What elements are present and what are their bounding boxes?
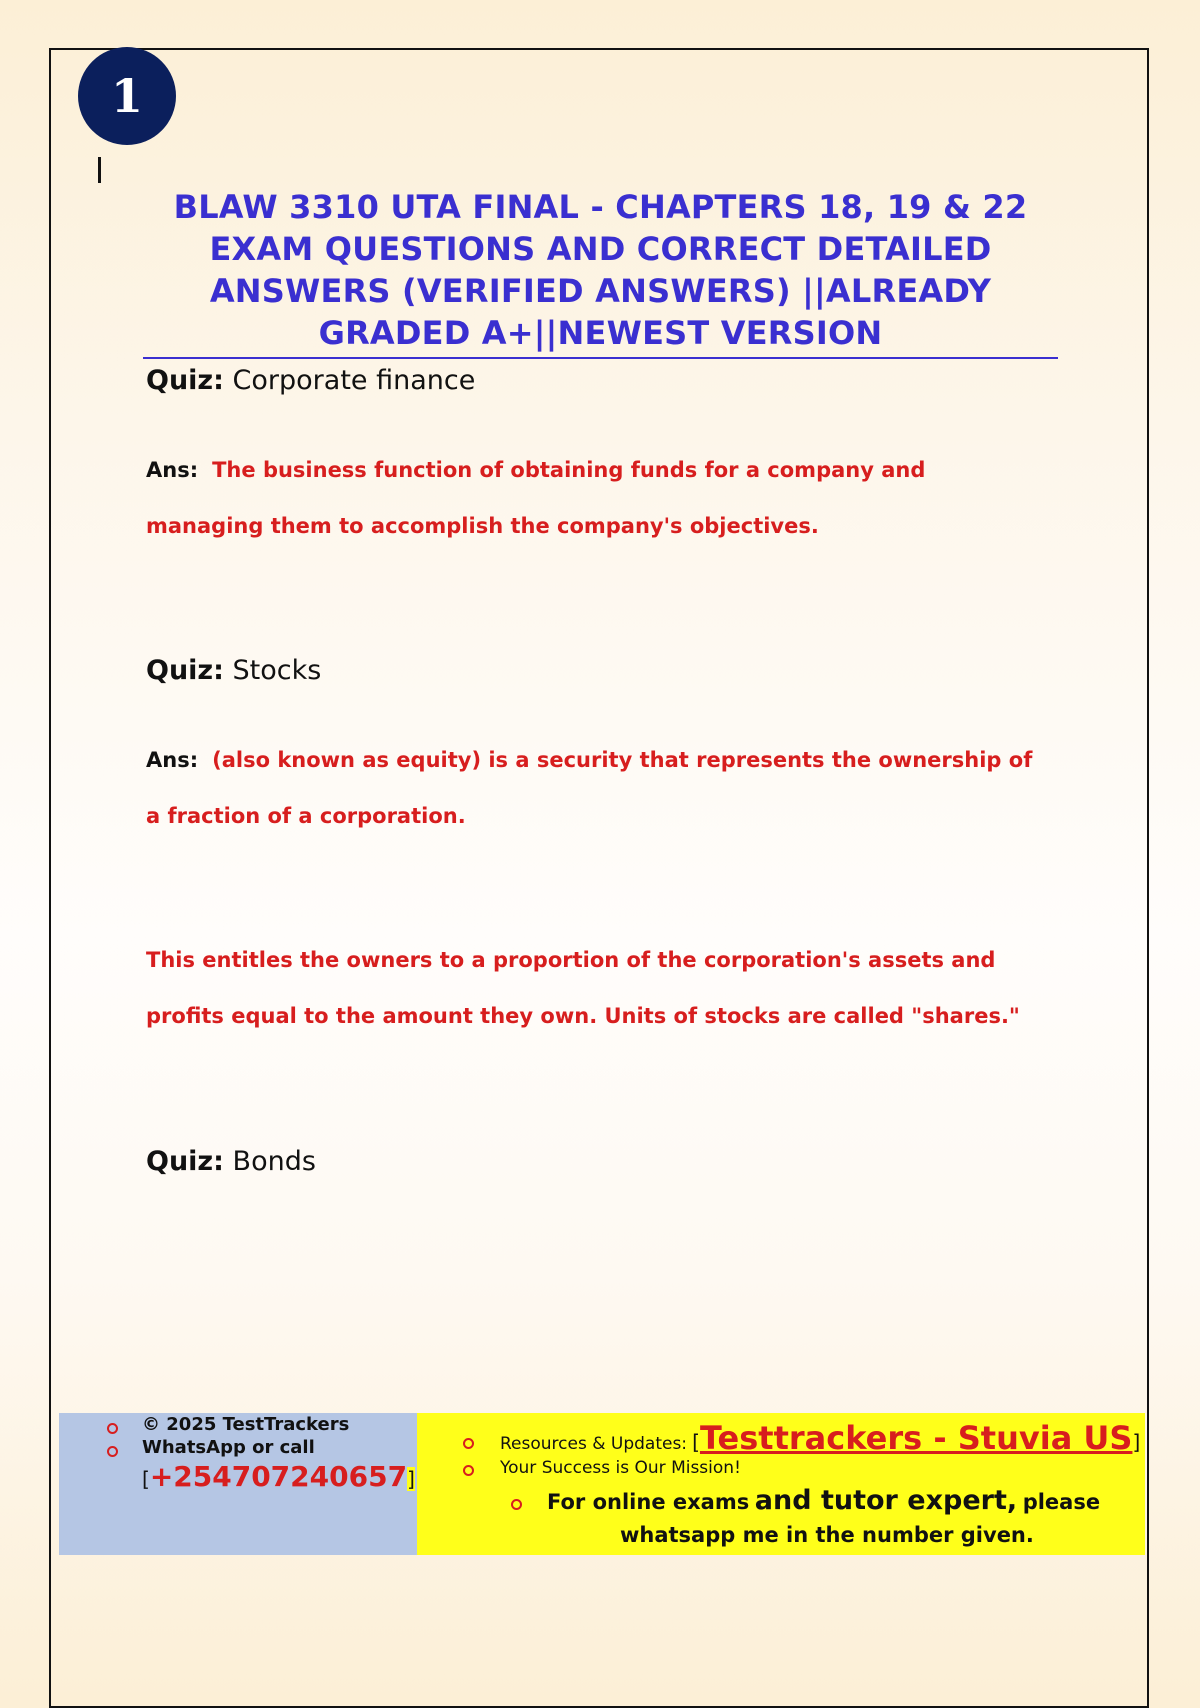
page-number-badge — [78, 47, 176, 145]
quiz-question-2 — [146, 655, 321, 686]
footer-contact-label: WhatsApp or call — [142, 1437, 315, 1458]
quiz-text: Corporate finance — [232, 365, 476, 396]
quiz-label: Quiz: — [146, 655, 224, 686]
bullet-icon — [463, 1465, 474, 1476]
quiz-question-1 — [146, 365, 475, 396]
footer-mission: Your Success is Our Mission! — [500, 1458, 741, 1478]
footer-phone[interactable]: [+254707240657] — [142, 1460, 415, 1493]
document-title: BLAW 3310 UTA FINAL - CHAPTERS 18, 19 & 22 EXAM QUESTIONS AND CORRECT DETAILED ANSWERS (VERIFIED ANSWERS) ||ALREADY GRADED A+||NEWEST VERSION — [173, 188, 1028, 352]
bullet-icon — [107, 1446, 118, 1457]
quiz-label: Quiz: — [146, 1146, 224, 1177]
answer-text: The business function of obtaining funds for a company and managing them to accomplish the company's objectives. — [146, 458, 926, 538]
title-underline — [143, 357, 1058, 359]
quiz-question-3 — [146, 1146, 316, 1177]
footer-resources: Resources & Updates: [Testtrackers - Stuvia US] — [500, 1419, 1141, 1457]
answer-1 — [146, 442, 1046, 554]
bullet-icon — [511, 1499, 522, 1510]
footer-copyright: © 2025 TestTrackers — [142, 1414, 350, 1435]
footer-contact-box — [59, 1413, 417, 1555]
quiz-text: Bonds — [232, 1146, 316, 1177]
bullet-icon — [107, 1423, 118, 1434]
bullet-icon — [463, 1438, 474, 1449]
answer-label: Ans: — [146, 458, 199, 482]
page-number: 1 — [110, 69, 143, 123]
footer-promo-line-1: For online exams and tutor expert, please — [547, 1485, 1101, 1516]
answer-2-continued — [146, 932, 1046, 1044]
stuvia-link[interactable]: Testtrackers - Stuvia US — [699, 1419, 1133, 1457]
answer-text: This entitles the owners to a proportion of the corporation's assets and profits equal to the amount they own. Units of stocks are called "shares." — [146, 948, 1020, 1028]
quiz-label: Quiz: — [146, 365, 224, 396]
answer-text: (also known as equity) is a security that represents the ownership of a fraction of a corporation. — [146, 748, 1033, 828]
footer-resources-box — [417, 1413, 1145, 1555]
text-cursor — [98, 157, 101, 183]
answer-2 — [146, 732, 1046, 844]
footer-promo-line-2: whatsapp me in the number given. — [620, 1523, 1034, 1547]
answer-label: Ans: — [146, 748, 199, 772]
quiz-text: Stocks — [232, 655, 322, 686]
resources-label: Resources & Updates: — [500, 1434, 688, 1454]
